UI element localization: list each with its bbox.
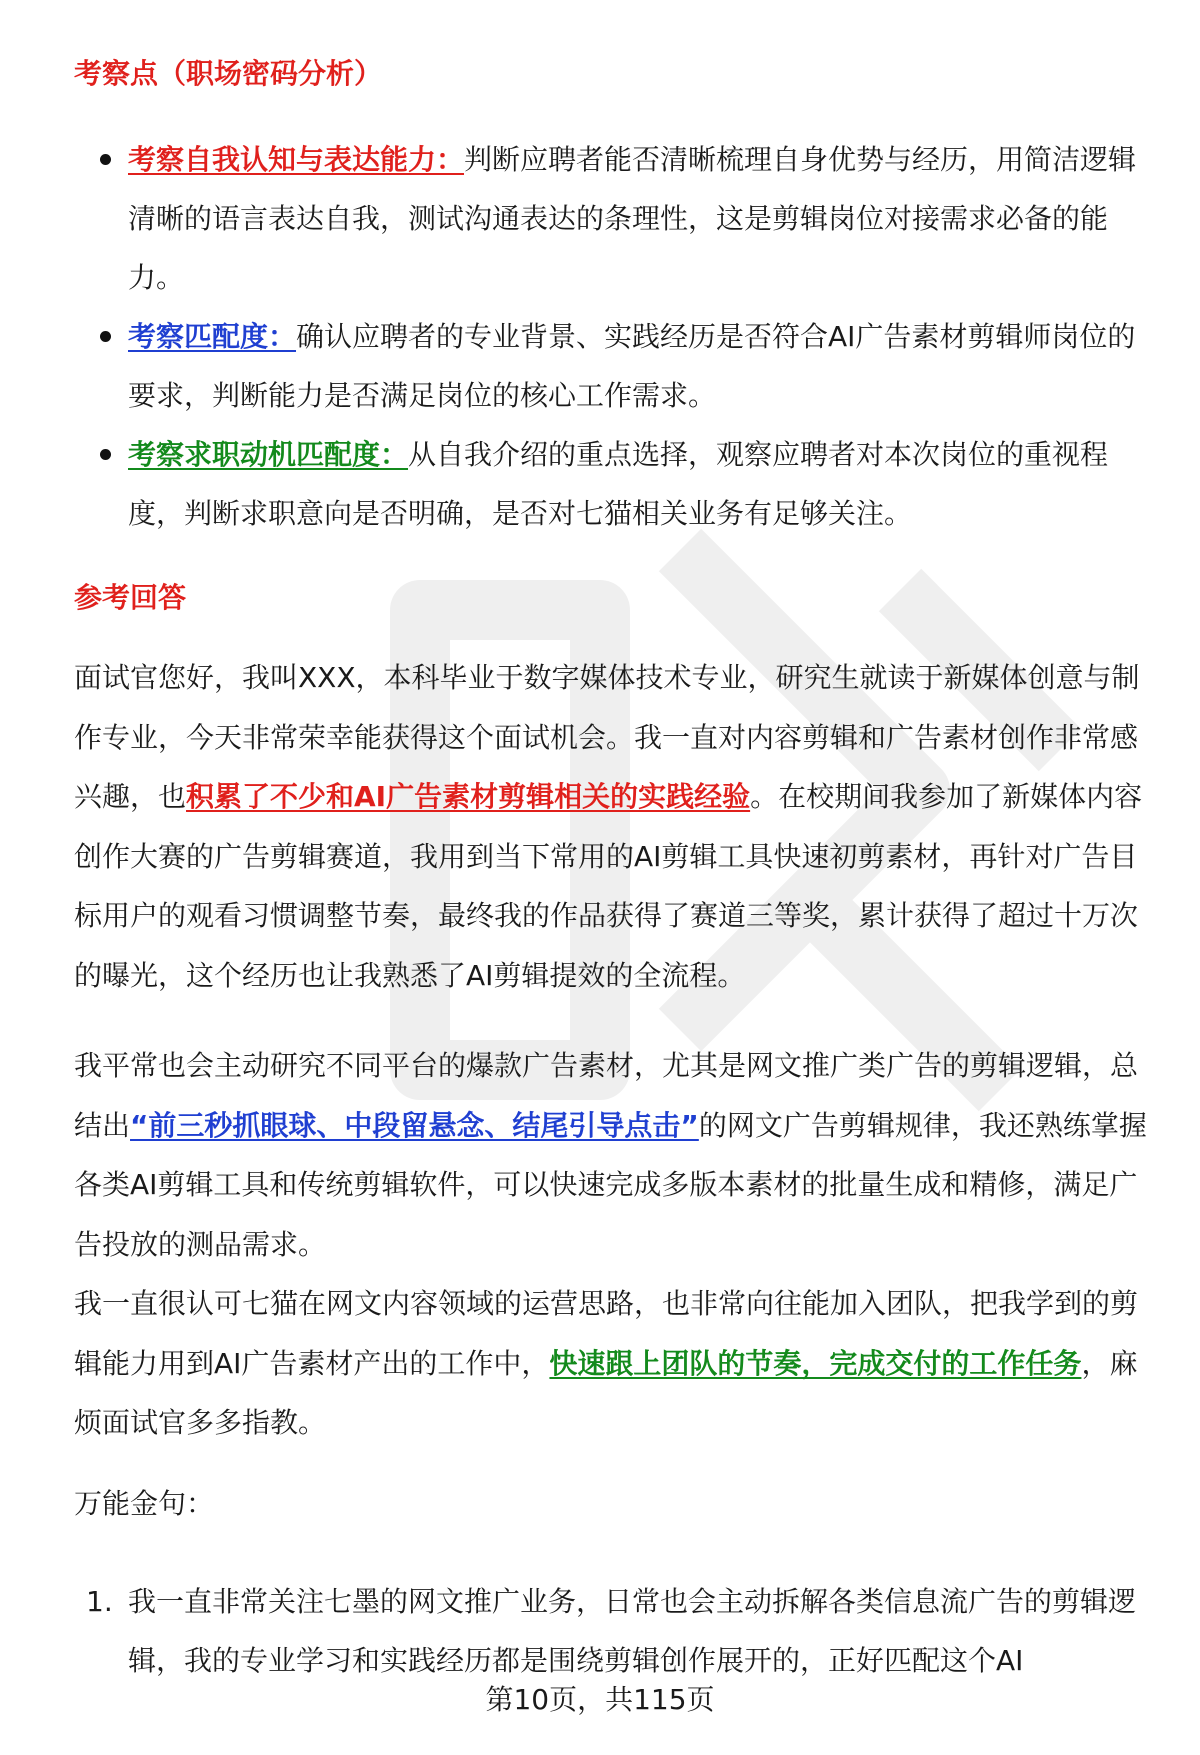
section-title-reference-answer: 参考回答 <box>74 581 187 614</box>
highlight-editing-rule: “前三秒抓眼球、中段留悬念、结尾引导点击” <box>130 1108 699 1142</box>
golden-sentence-list <box>74 1572 1154 1690</box>
paragraph-text: 我平常也会主动研究不同平台的爆款广告素材，尤其是网文推广类广告的剪辑逻辑，总结出 <box>74 1049 1139 1142</box>
assessment-text: 判断应聘者能否清晰梳理自身优势与经历，用简洁逻辑清晰的语言表达自我，测试沟通表达的条理性，这是剪辑岗位对接需求必备的能力。 <box>128 143 1137 294</box>
answer-paragraph-2 <box>74 1036 1154 1274</box>
list-item <box>74 425 1154 543</box>
paragraph-text: 的网文广告剪辑规律，我还熟练掌握各类AI剪辑工具和传统剪辑软件，可以快速完成多版本素材的批量生成和精修，满足广告投放的测品需求。 <box>74 1108 1147 1261</box>
answer-paragraph-1 <box>74 648 1154 1005</box>
paragraph-text: 。在校期间我参加了新媒体内容创作大赛的广告剪辑赛道，我用到当下常用的AI剪辑工具快速初剪素材，再针对广告目标用户的观看习惯调整节奏，最终我的作品获得了赛道三等奖，累计获得了超过十万次的曝光，这个经历也让我熟悉了AI剪辑提效的全流程。 <box>74 780 1143 992</box>
assessment-label: 考察自我认知与表达能力： <box>128 143 465 176</box>
bullet-dot <box>100 331 111 342</box>
section-title-golden-sentences: 万能金句： <box>74 1487 215 1520</box>
answer-paragraph-3 <box>74 1274 1154 1453</box>
highlight-team-pace: 快速跟上团队的节奏，完成交付的工作任务 <box>549 1346 1082 1380</box>
assessment-label: 考察匹配度： <box>128 320 297 353</box>
assessment-label: 考察求职动机匹配度： <box>128 438 409 471</box>
assessment-text: 从自我介绍的重点选择，观察应聘者对本次岗位的重视程度，判断求职意向是否明确，是否对七猫相关业务有足够关注。 <box>128 438 1109 530</box>
list-item <box>74 307 1154 425</box>
section-title-assessment: 考察点（职场密码分析） <box>74 57 383 90</box>
golden-sentence-text: 我一直非常关注七墨的网文推广业务，日常也会主动拆解各类信息流广告的剪辑逻辑，我的专业学习和实践经历都是围绕剪辑创作展开的，正好匹配这个AI <box>128 1585 1137 1677</box>
assessment-list <box>74 130 1154 543</box>
bullet-dot <box>100 154 111 165</box>
highlight-practice-experience: 积累了不少和AI广告素材剪辑相关的实践经验 <box>186 780 751 813</box>
page-number: 第10页，共115页 <box>485 1683 715 1716</box>
list-item <box>74 1572 1154 1690</box>
bullet-dot <box>100 449 111 460</box>
item-number: 1. <box>86 1585 113 1618</box>
assessment-text: 确认应聘者的专业背景、实践经历是否符合AI广告素材剪辑师岗位的要求，判断能力是否满足岗位的核心工作需求。 <box>128 320 1136 412</box>
paragraph-text: 面试官您好，我叫XXX，本科毕业于数字媒体技术专业，研究生就读于新媒体创意与制作专业，今天非常荣幸能获得这个面试机会。我一直对内容剪辑和广告素材创作非常感兴趣，也 <box>74 661 1140 813</box>
paragraph-text: ，麻烦面试官多多指教。 <box>74 1346 1138 1439</box>
list-item <box>74 130 1154 307</box>
paragraph-text: 我一直很认可七猫在网文内容领域的运营思路，也非常向往能加入团队，把我学到的剪辑能力用到AI广告素材产出的工作中， <box>74 1287 1139 1380</box>
